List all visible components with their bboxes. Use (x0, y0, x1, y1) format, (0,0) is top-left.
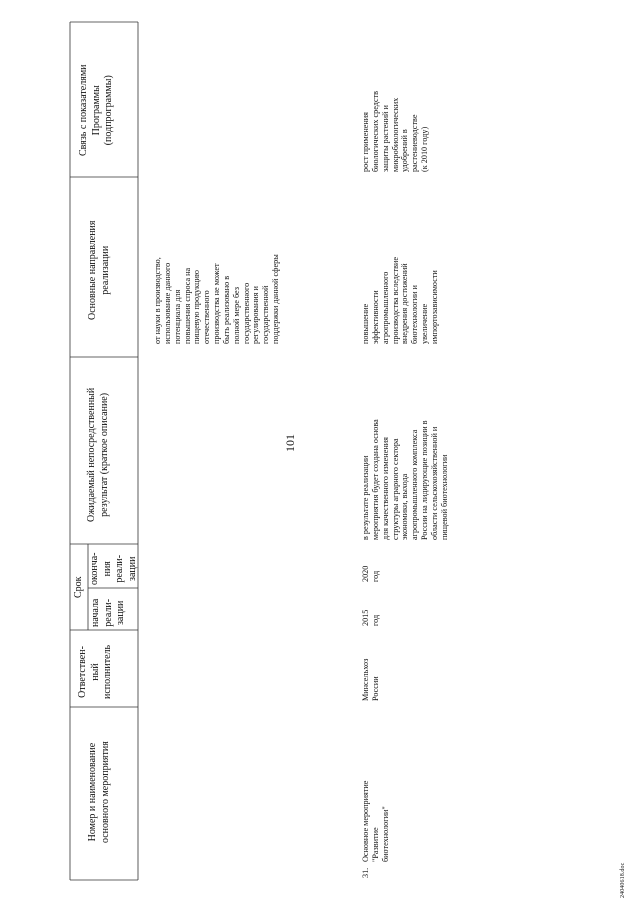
continuation-directions-text: от науки в производство, использование данного потенциала для повышения спроса на пищевую продукцию отечественного производства не может быть реализовано в полной мере без государственного регулирования и государственной поддержки данной сферы (153, 254, 281, 344)
row-31-executor: Минсельхоз России (361, 658, 380, 701)
row-31-directions: повышение эффективности агропромышленного производства вследствие внедрения достижений биотехнологии и увеличение импортозависимости (361, 257, 439, 344)
row-31-name: Основное мероприятие "Развитие биотехнологии" (361, 780, 390, 862)
page-number: 101 (283, 434, 297, 452)
row-31-number: 31. (361, 867, 370, 878)
row-31-start: 2015 год (361, 609, 380, 626)
header-srok: Срок (73, 576, 84, 598)
header-start: начала реали- зации (90, 598, 126, 627)
row-31-end: 2020 год (361, 565, 380, 582)
header-directions: Основные направления реализации (87, 220, 111, 320)
header-end: оконча- ния реали- зации (89, 552, 138, 585)
footer-doc-code: 24040618.doc (620, 862, 626, 898)
header-link: Связь с показателями Программы (подпрограммы) (78, 64, 114, 156)
row-31-link: рост применения биологических средств защиты растений и микробиологических удобрений в растениеводстве (к 2010 году) (361, 90, 430, 172)
header-result: Ожидаемый непосредственный результат (краткое описание) (86, 387, 110, 522)
header-number-name: Номер и наименование основного мероприятия (87, 741, 111, 843)
row-31-result: в результате реализации мероприятия будет создана основа для качественного изменения структуры аграрного сектора экономики, выхода агропромышленного комплекса России на лидирующие позиции в области сельскохозяйственной и пищевой биотехнологии (361, 419, 449, 540)
header-executor: Ответствен- ный исполнитель (77, 644, 113, 699)
